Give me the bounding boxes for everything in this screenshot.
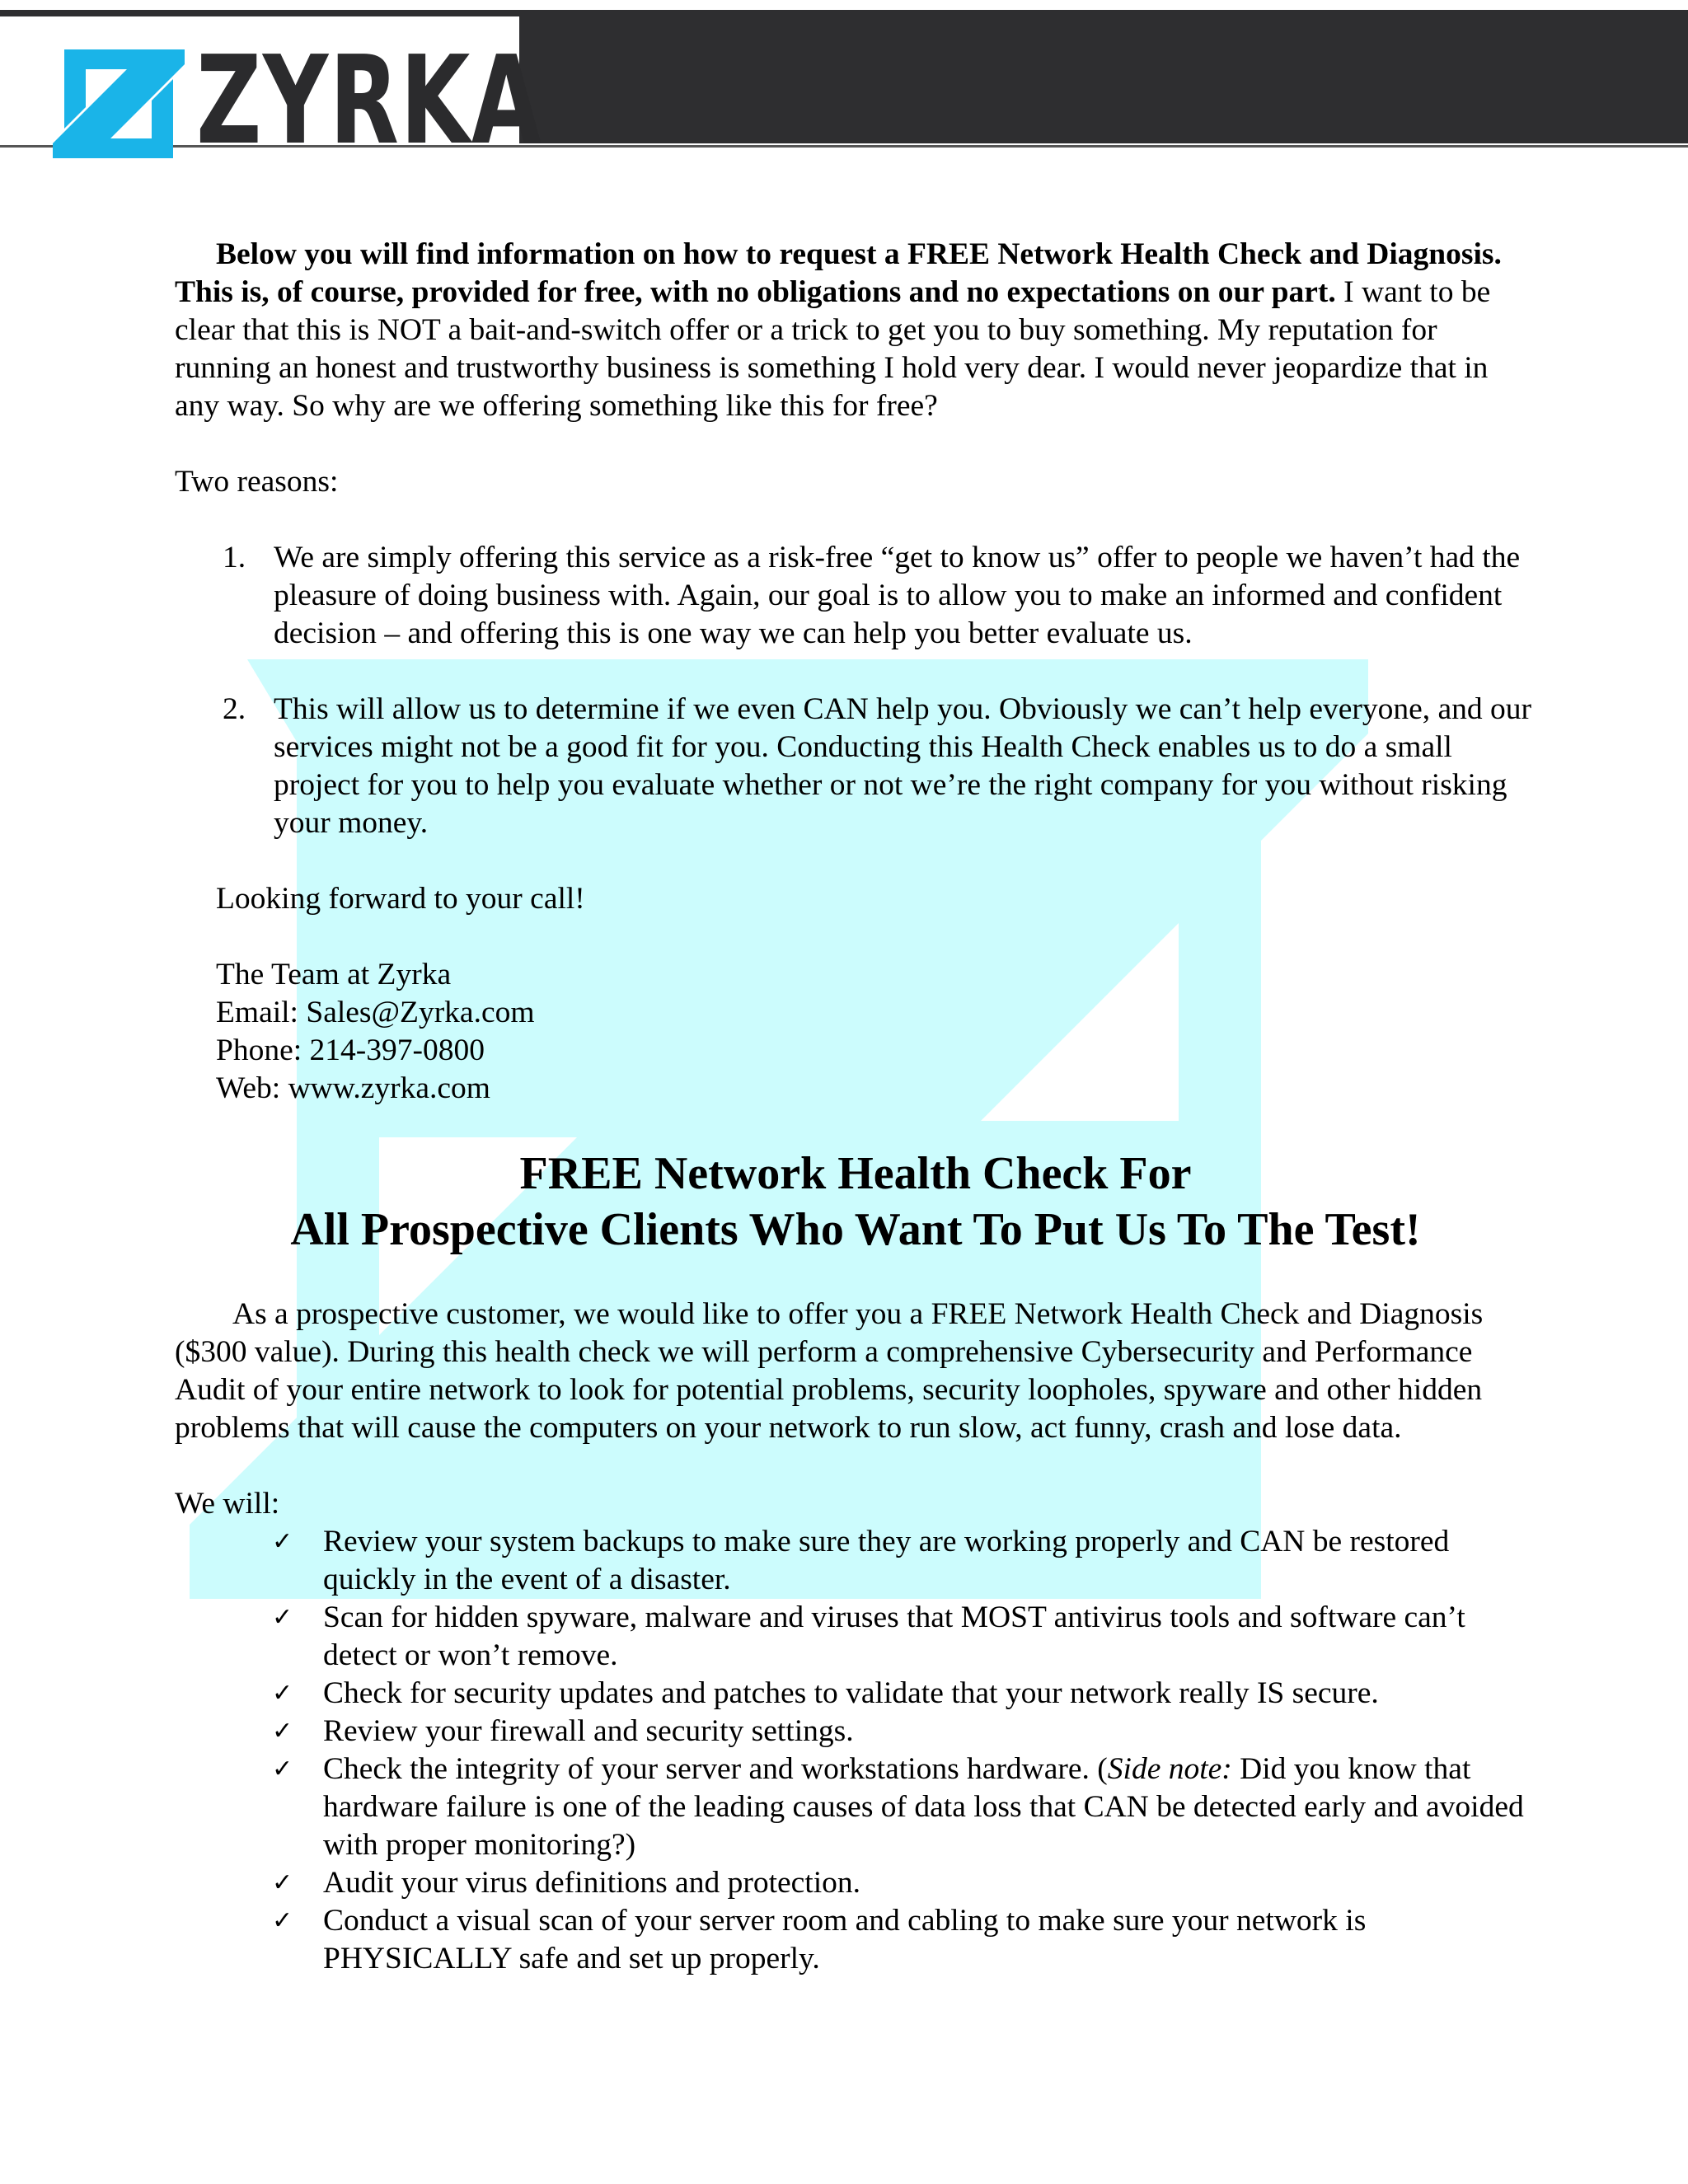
logo-wordmark: ZYRKA <box>196 30 543 171</box>
logo <box>0 16 543 171</box>
intro-paragraph <box>175 236 1538 425</box>
list-item-text: Review your firewall and security settings. <box>323 1714 854 1748</box>
list-item-text: Audit your virus definitions and protection. <box>323 1866 860 1900</box>
checklist <box>175 1523 1538 1978</box>
list-item <box>175 1675 1538 1713</box>
list-item <box>175 539 1538 653</box>
list-item-text: Conduct a visual scan of your server room and cabling to make sure your network is PHYSICALLY safe and set up properly. <box>323 1904 1367 1975</box>
list-item-text: Check the integrity of your server and workstations hardware. ( <box>323 1752 1108 1786</box>
contact-web[interactable]: Web: www.zyrka.com <box>216 1071 490 1105</box>
check-icon: ✓ <box>272 1906 293 1935</box>
list-item-text: This will allow us to determine if we even CAN help you. Obviously we can’t help everyone, and our services might not be a good fit for you. Conducting this Health Check enables us to do a small project for you to help you evaluate whether or not we’re the right company for you without risking your money. <box>274 692 1532 840</box>
list-item <box>175 1713 1538 1750</box>
reasons-label: Two reasons: <box>175 465 339 499</box>
reasons-list <box>175 539 1538 842</box>
list-number: 1. <box>223 541 246 574</box>
check-icon: ✓ <box>272 1679 293 1708</box>
check-icon: ✓ <box>272 1527 293 1556</box>
offer-heading-line-1: FREE Network Health Check For <box>519 1148 1192 1199</box>
list-item-text: Scan for hidden spyware, malware and viruses that MOST antivirus tools and software can’t detect or won’t remove. <box>323 1601 1465 1672</box>
check-icon: ✓ <box>272 1603 293 1632</box>
check-icon: ✓ <box>272 1755 293 1783</box>
intro-text: I want to be clear that this is NOT a bait-and-switch offer or a trick to get you to buy something. My reputation for running an honest and trustworthy business is something I hold very dear. I would never jeopardize that in any way. So why are we offering something like this for free? <box>175 275 1491 423</box>
list-item <box>175 1523 1538 1599</box>
list-number: 2. <box>223 692 246 726</box>
contact-email[interactable]: Email: Sales@Zyrka.com <box>216 996 535 1029</box>
list-item-text: Check for security updates and patches to validate that your network really IS secure. <box>323 1676 1379 1710</box>
list-item <box>175 1750 1538 1864</box>
offer-paragraph: As a prospective customer, we would like to offer you a FREE Network Health Check and Diagnosis ($300 value). During this health check we will perform a comprehensive Cybersecurity and Performance Audit of your entire network to look for potential problems, security loopholes, spyware and other hidden problems that will cause the computers on your network to run slow, act funny, crash and lose data. <box>175 1297 1484 1445</box>
list-item-text: Review your system backups to make sure they are working properly and CAN be restored quickly in the event of a disaster. <box>323 1525 1450 1596</box>
contact-block <box>175 956 1538 1108</box>
contact-phone: Phone: 214-397-0800 <box>216 1033 485 1067</box>
closing-line: Looking forward to your call! <box>216 882 585 916</box>
side-note-label: Side note: <box>1107 1752 1232 1786</box>
we-will-label: We will: <box>175 1487 280 1521</box>
list-item <box>175 1864 1538 1902</box>
check-icon: ✓ <box>272 1717 293 1746</box>
document-body <box>175 236 1538 1978</box>
list-item <box>175 1902 1538 1978</box>
intro-bold-text: Below you will find information on how to request a FREE Network Health Check and Diagnosis. This is, of course, provided for free, with no obligations and no expectations on our part. <box>175 237 1502 309</box>
list-item-text: Did you know that hardware failure is one of the leading causes of data loss that CAN be detected early and avoided with proper monitoring?) <box>323 1752 1524 1862</box>
offer-heading-line-2: All Prospective Clients Who Want To Put Us To The Test! <box>290 1204 1421 1255</box>
list-item-text: We are simply offering this service as a risk-free “get to know us” offer to people we haven’t had the pleasure of doing business with. Again, our goal is to allow you to make an informed and confident decision – and offering this is one way we can help you better evaluate us. <box>274 541 1521 650</box>
offer-heading <box>173 1146 1538 1258</box>
list-item <box>175 691 1538 842</box>
check-icon: ✓ <box>272 1868 293 1897</box>
list-item <box>175 1599 1538 1675</box>
zyrka-logo-icon <box>53 49 185 158</box>
contact-team: The Team at Zyrka <box>216 958 452 991</box>
